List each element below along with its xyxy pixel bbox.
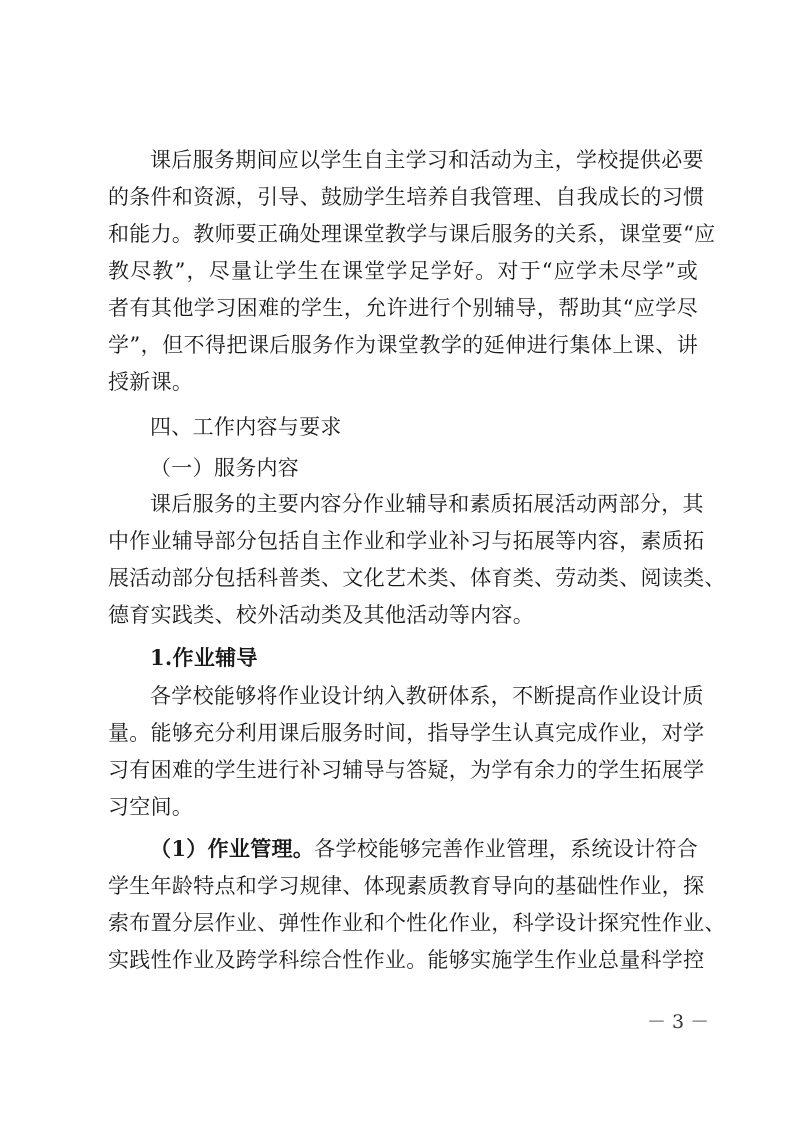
paragraph-line: 量。能够充分利用课后服务时间，指导学生认真完成作业，对学 bbox=[108, 721, 705, 745]
paragraph-line: 课后服务的主要内容分作业辅导和素质拓展活动两部分，其 bbox=[150, 492, 704, 516]
paragraph-line: 和能力。教师要正确处理课堂教学与课后服务的关系，课堂要“应 bbox=[108, 222, 716, 246]
paragraph-line: 授新课。 bbox=[108, 370, 194, 394]
inline-bold-lead: （1）作业管理。 bbox=[150, 836, 315, 861]
paragraph-line: 学”，但不得把课后服务作为课堂教学的延伸进行集体上课、讲 bbox=[108, 333, 698, 357]
subsection-heading: （一）服务内容 bbox=[150, 456, 300, 480]
paragraph-line: 实践性作业及跨学科综合性作业。能够实施学生作业总量科学控 bbox=[108, 948, 705, 972]
paragraph-line: 德育实践类、校外活动类及其他活动等内容。 bbox=[108, 603, 534, 627]
paragraph-line: 中作业辅导部分包括自主作业和学业补习与拓展等内容，素质拓 bbox=[108, 529, 705, 553]
paragraph-line: 习空间。 bbox=[108, 795, 194, 819]
paragraph-line: 的条件和资源，引导、鼓励学生培养自我管理、自我成长的习惯 bbox=[108, 185, 705, 209]
section-heading: 四、工作内容与要求 bbox=[150, 415, 342, 439]
paragraph-line: 索布置分层作业、弹性作业和个性化作业，科学设计探究性作业、 bbox=[108, 911, 726, 935]
paragraph-line: 习有困难的学生进行补习辅导与答疑，为学有余力的学生拓展学 bbox=[108, 758, 705, 782]
paragraph-line: 学生年龄特点和学习规律、体现素质教育导向的基础性作业，探 bbox=[108, 874, 705, 898]
paragraph-line: 教尽教”，尽量让学生在课堂学足学好。对于“应学未尽学”或 bbox=[108, 259, 698, 283]
paragraph-line: 者有其他学习困难的学生，允许进行个别辅导，帮助其“应学尽 bbox=[108, 296, 698, 320]
paragraph-line: 展活动部分包括科普类、文化艺术类、体育类、劳动类、阅读类、 bbox=[108, 566, 726, 590]
paragraph-line: 课后服务期间应以学生自主学习和活动为主，学校提供必要 bbox=[150, 148, 704, 172]
inline-text: 各学校能够完善作业管理，系统设计符合 bbox=[314, 837, 698, 861]
item-heading: 1.作业辅导 bbox=[150, 645, 258, 670]
page-number: － 3 － bbox=[647, 1011, 710, 1033]
paragraph-line bbox=[150, 835, 698, 863]
paragraph-line: 各学校能够将作业设计纳入教研体系，不断提高作业设计质 bbox=[150, 684, 704, 708]
